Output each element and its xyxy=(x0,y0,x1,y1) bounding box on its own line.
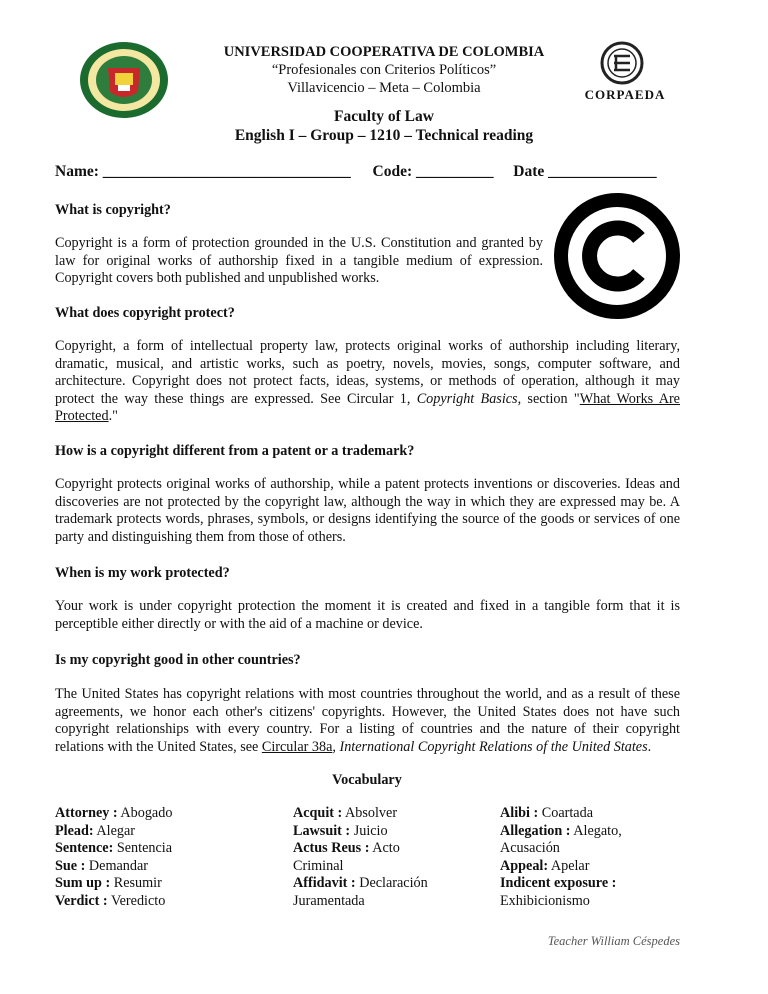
course-title: English I – Group – 1210 – Technical reading xyxy=(234,127,534,144)
vocab-definition: Resumir xyxy=(110,875,162,891)
vocab-term: Affidavit : xyxy=(293,875,356,891)
vocab-definition-continued: Exhibicionismo xyxy=(500,892,590,909)
vocab-definition: Absolver xyxy=(342,805,398,821)
vocab-term: Alibi : xyxy=(500,805,539,821)
vocab-item xyxy=(293,823,428,841)
vocab-item xyxy=(55,875,172,893)
vocab-definition: Sentencia xyxy=(113,840,173,856)
vocab-item xyxy=(55,858,172,876)
vocab-definition: Acto xyxy=(369,840,400,856)
what-works-are-protected-link[interactable]: What Works Are Protected xyxy=(55,390,680,424)
answer-text: ." xyxy=(108,408,118,424)
answer-text: , xyxy=(332,738,340,755)
vocabulary-column-3 xyxy=(500,805,622,910)
vocab-term: Plead: xyxy=(55,822,94,839)
vocab-item xyxy=(293,840,428,858)
vocab-item xyxy=(55,823,172,841)
answer-what-does-copyright-protect xyxy=(55,338,680,426)
vocab-term: Sue : xyxy=(55,857,86,874)
vocab-item xyxy=(55,805,172,823)
vocab-definition: Veredicto xyxy=(107,892,166,909)
university-motto: “Profesionales con Criterios Políticos” xyxy=(271,62,497,78)
student-form-line xyxy=(55,163,657,181)
vocab-term: Sentence: xyxy=(55,840,114,856)
answer-when-protected: Your work is under copyright protection the moment it is created and fixed in a tangible form that it is perceptible either directly or with the aid of a machine or device. xyxy=(55,598,680,632)
vocab-definition-continued: Criminal xyxy=(293,857,344,874)
vocab-item xyxy=(500,805,622,823)
date-label: Date xyxy=(513,163,545,180)
vocab-term: Attorney : xyxy=(55,805,118,821)
copyright-basics-title: Copyright Basics xyxy=(416,390,518,407)
question-what-does-copyright-protect: What does copyright protect? xyxy=(55,305,235,321)
vocabulary-column-2 xyxy=(293,805,428,910)
vocab-definition-continued: Acusación xyxy=(500,840,560,856)
vocab-item xyxy=(293,805,428,823)
faculty-title: Faculty of Law xyxy=(334,108,434,125)
university-name: UNIVERSIDAD COOPERATIVA DE COLOMBIA xyxy=(223,44,545,60)
question-when-protected: When is my work protected? xyxy=(55,565,230,581)
vocab-term: Lawsuit : xyxy=(293,822,351,839)
vocab-item xyxy=(500,823,622,841)
corpaeda-logo-text: CORPAEDA xyxy=(584,87,666,102)
answer-other-countries xyxy=(55,686,680,756)
name-field[interactable]: ________________________________ xyxy=(102,163,351,180)
vocab-definition: Demandar xyxy=(85,857,148,874)
international-relations-title: International Copyright Relations of the United States xyxy=(339,738,648,755)
vocab-definition-continued: Juramentada xyxy=(293,892,365,909)
question-other-countries: Is my copyright good in other countries? xyxy=(55,652,301,668)
vocab-definition: Apelar xyxy=(548,857,590,874)
vocab-definition: Abogado xyxy=(117,805,173,821)
name-label: Name: xyxy=(55,163,99,180)
teacher-signature: Teacher William Céspedes xyxy=(547,934,680,948)
vocab-definition: Alegato, xyxy=(570,822,622,839)
answer-text: , section " xyxy=(517,390,580,407)
vocab-definition: Declaración xyxy=(355,875,428,891)
vocab-term: Sum up : xyxy=(55,875,111,891)
answer-text: . xyxy=(647,738,652,755)
vocab-term: Actus Reus : xyxy=(293,840,370,856)
vocab-term: Appeal: xyxy=(500,857,549,874)
vocab-term: Verdict : xyxy=(55,892,108,909)
vocab-item xyxy=(500,858,622,876)
copyright-symbol-icon xyxy=(553,192,681,320)
vocabulary-title: Vocabulary xyxy=(332,772,402,788)
vocab-definition: Coartada xyxy=(538,805,593,821)
answer-what-is-copyright: Copyright is a form of protection grounded in the U.S. Constitution and granted by law for original works of authorship fixed in a tangible medium of expression. Copyright covers both published and unpublished works. xyxy=(55,235,543,286)
vocab-item xyxy=(500,875,622,893)
question-what-is-copyright: What is copyright? xyxy=(55,202,171,218)
vocab-term: Acquit : xyxy=(293,805,343,821)
answer-copyright-vs-patent: Copyright protects original works of authorship, while a patent protects inventions or discoveries. Ideas and discoveries are not protected by the copyright law, although the way in which they are expressed may be. A trademark protects words, phrases, symbols, or designs identifying the source of the goods or services of one party and distinguishing them from those of others. xyxy=(55,476,680,545)
date-field[interactable]: ______________ xyxy=(548,163,657,180)
university-location: Villavicencio – Meta – Colombia xyxy=(287,80,481,96)
answer-text: Copyright, a form of intellectual property law, protects original works of authorship including literary, dramatic, musical, and artistic works, such as poetry, novels, movies, songs, computer software, and architecture. Copyright does not protect facts, ideas, systems, or methods of operation, although it may protect the way these things are expressed. See Circular 1, xyxy=(55,338,680,407)
vocab-definition: Juicio xyxy=(350,822,388,839)
vocab-term: Indicent exposure : xyxy=(500,875,617,891)
vocab-term: Allegation : xyxy=(500,822,571,839)
circular-38a-link[interactable]: Circular 38a xyxy=(261,738,333,755)
vocab-item xyxy=(293,875,428,893)
code-label: Code: xyxy=(372,163,413,180)
vocab-item xyxy=(55,840,172,858)
question-copyright-vs-patent: How is a copyright different from a patent or a trademark? xyxy=(55,443,415,459)
vocab-definition: Alegar xyxy=(93,822,135,839)
vocab-item xyxy=(55,893,172,911)
answer-text: The United States has copyright relations with most countries throughout the world, and as a result of these agreements, we honor each other's citizens' copyrights. However, the United States does not have such copyright relationships with every country. For a listing of countries and the nature of their copyright relations with the United States, see xyxy=(55,686,680,755)
vocabulary-column-1 xyxy=(55,805,172,910)
code-field[interactable]: __________ xyxy=(416,163,494,180)
